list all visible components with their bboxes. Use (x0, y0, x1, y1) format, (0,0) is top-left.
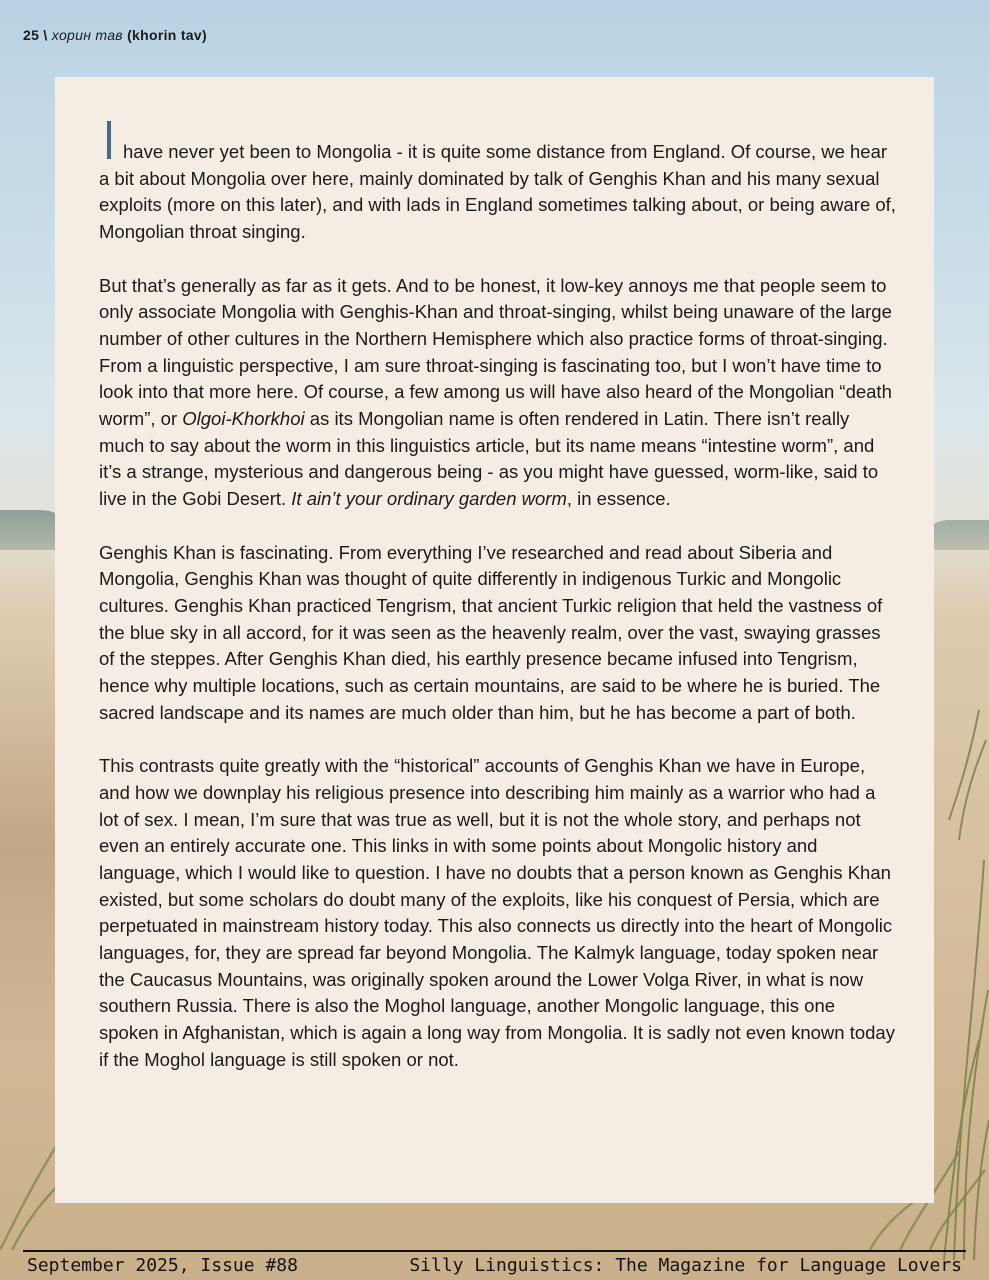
paragraph-text: This contrasts quite greatly with the “historical” accounts of Genghis Khan we have in Europe, and how we downplay his religious presence into describing him mainly as a warrior who had a lot of sex. I mean, I’m sure that was true as well, but it is not the whole story, and perhaps not even an entirely accurate one. This links in with some points about Mongolic history and language, which I would like to question. I have no doubts that a person known as Genghis Khan existed, but some scholars do doubt many of the exploits, like his conquest of Persia, which are perpetuated in mainstream history today. This also connects us directly into the heart of Mongolic languages, for, they are spread far beyond Mongolia. The Kalmyk language, today spoken near the Caucasus Mountains, was originally spoken around the Lower Volga River, in what is now southern Russia. There is also the Moghol language, another Mongolic language, this one spoken in Afghanistan, which is again a long way from Mongolia. It is sadly not even known today if the Moghol language is still spoken or not. (99, 755, 895, 1070)
drop-cap-bar (107, 121, 111, 159)
dune-shadow (0, 640, 60, 1060)
paragraph-text: Genghis Khan is fascinating. From everything I’ve researched and read about Siberia and Mongolia, Genghis Khan was thought of quite differently in indigenous Turkic and Mongolic cultures. Genghis Khan practiced Tengrism, that ancient Turkic religion that held the vastness of the blue sky in all accord, for it was seen as the heavenly realm, over the vast, swaying grasses of the steppes. After Genghis Khan died, his earthly presence became infused into Tengrism, hence why multiple locations, such as certain mountains, are said to be where he is buried. The sacred landscape and its names are much older than him, but he has become a part of both. (99, 541, 883, 723)
article-paragraph (99, 121, 899, 246)
paragraph-text: as its Mongolian name is often rendered in Latin. There isn’t really much to say about the worm in this linguistics article, but its name means “intestine worm”, and it’s a strange, mysterious and dangerous being - as you might have guessed, worm-like, said to live in the Gobi Desert. (99, 408, 879, 510)
paragraph-text: But that’s generally as far as it gets. And to be honest, it low-key annoys me that people seem to only associate Mongolia with Genghis-Khan and throat-singing, whilst being unaware of the large number of other cultures in the Northern Hemisphere which also practice forms of throat-singing. From a linguistic perspective, I am sure throat-singing is fascinating too, but I won’t have time to look into that more here. Of course, a few among us will have also heard of the Mongolian “death worm”, or (99, 274, 892, 430)
article-paragraph (99, 540, 899, 727)
emphasis-text: It ain’t your ordinary garden worm (291, 488, 567, 510)
footer-divider (23, 1250, 966, 1252)
page-number: 25 (23, 27, 40, 43)
grass-right-illustration (934, 560, 989, 1260)
paragraph-text: , in essence. (566, 488, 671, 510)
header-separator: \ (43, 27, 48, 43)
page-header (23, 27, 207, 43)
page-number-native: хорин тав (51, 27, 123, 43)
footer-issue: September 2025, Issue #88 (27, 1255, 298, 1276)
paragraph-text: have never yet been to Mongolia - it is quite some distance from England. Of course, we hear a bit about Mongolia over here, mainly dominated by talk of Genghis Khan and his many sexual exploits (more on this later), and with lads in England sometimes talking about, or being aware of, Mongolian throat singing. (99, 141, 896, 243)
article-body (99, 121, 899, 1100)
article-paragraph (99, 753, 899, 1073)
emphasis-text: Olgoi-Khorkhoi (182, 408, 305, 430)
footer-magazine-title: Silly Linguistics: The Magazine for Language Lovers (409, 1255, 962, 1276)
page-number-latin: (khorin tav) (127, 27, 207, 43)
article-paragraph (99, 273, 899, 513)
